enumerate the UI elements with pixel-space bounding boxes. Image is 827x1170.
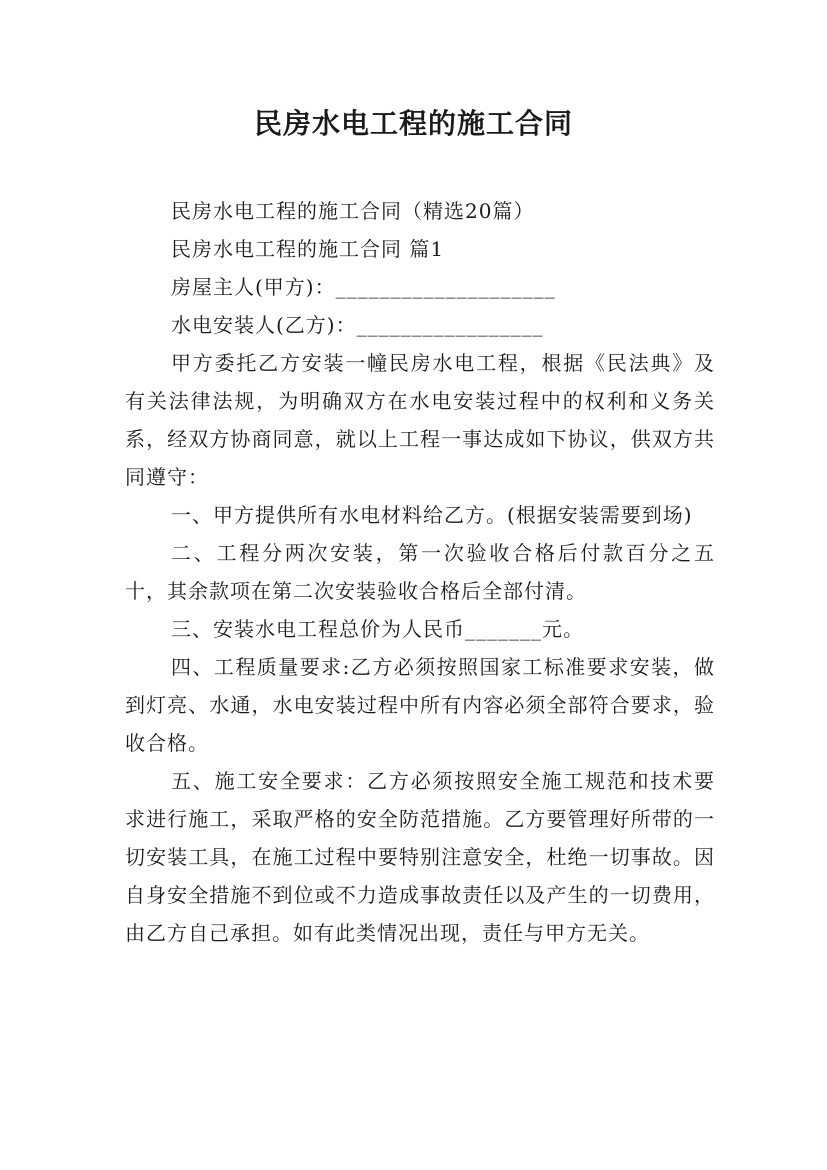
clause-4: 四、工程质量要求:乙方必须按照国家工标准要求安装，做到灯亮、水通，水电安装过程中所有内容必须全部符合要求，验收合格。 xyxy=(125,655,715,755)
clause-5: 五、施工安全要求：乙方必须按照安全施工规范和技术要求进行施工，采取严格的安全防范措施。乙方要管理好所带的一切安装工具，在施工过程中要特别注意安全，杜绝一切事故。因自身安全措施不到位或不力造成事故责任以及产生的一切费用，由乙方自己承担。如有此类情况出现，责任与甲方无关。 xyxy=(125,769,715,945)
document-body xyxy=(125,192,715,952)
party-a-line: 房屋主人(甲方)：____________________ xyxy=(171,275,556,299)
document-subtitle: 民房水电工程的施工合同（精选20篇） xyxy=(171,199,535,223)
section-heading: 民房水电工程的施工合同 篇1 xyxy=(171,237,445,261)
intro-paragraph: 甲方委托乙方安装一幢民房水电工程，根据《民法典》及有关法律法规，为明确双方在水电安装过程中的权利和义务关系，经双方协商同意，就以上工程一事达成如下协议，供双方共同遵守： xyxy=(125,351,715,489)
clause-1: 一、甲方提供所有水电材料给乙方。(根据安装需要到场) xyxy=(171,503,693,527)
document-title: 民房水电工程的施工合同 xyxy=(253,107,573,140)
clause-3: 三、安装水电工程总价为人民币_______元。 xyxy=(171,617,584,641)
party-b-line: 水电安装人(乙方)：_________________ xyxy=(171,313,544,337)
clause-2: 二、工程分两次安装，第一次验收合格后付款百分之五十，其余款项在第二次安装验收合格后全部付清。 xyxy=(125,541,715,603)
